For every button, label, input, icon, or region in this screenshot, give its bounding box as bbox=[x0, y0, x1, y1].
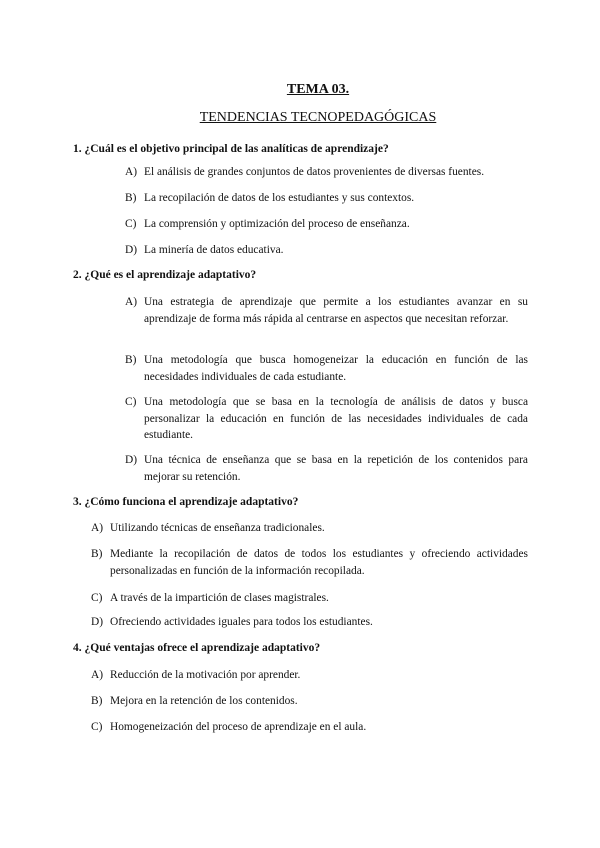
option-text: La recopilación de datos de los estudiantes y sus contextos. bbox=[144, 192, 415, 204]
option-letter: B) bbox=[125, 354, 137, 366]
document-subtitle: TENDENCIAS TECNOPEDAGÓGICAS bbox=[199, 110, 437, 125]
option-letter: C) bbox=[125, 218, 137, 230]
option-letter: C) bbox=[91, 721, 103, 733]
option-text: A través de la impartición de clases magistrales. bbox=[110, 592, 329, 604]
question-4: 4. ¿Qué ventajas ofrece el aprendizaje adaptativo? bbox=[73, 642, 321, 654]
option-text: Utilizando técnicas de enseñanza tradicionales. bbox=[110, 522, 325, 534]
question-2-option-d bbox=[125, 452, 528, 485]
option-letter: A) bbox=[125, 166, 138, 178]
option-letter: C) bbox=[125, 396, 137, 408]
option-letter: A) bbox=[91, 522, 104, 534]
question-1-option-a bbox=[125, 164, 528, 181]
document-title: TEMA 03. bbox=[286, 82, 350, 97]
option-letter: D) bbox=[125, 454, 138, 466]
option-letter: B) bbox=[91, 695, 103, 707]
option-letter: C) bbox=[91, 592, 103, 604]
option-text: La minería de datos educativa. bbox=[144, 244, 284, 256]
question-4-option-a bbox=[91, 667, 528, 684]
question-1-option-c bbox=[125, 216, 528, 233]
question-4-option-c bbox=[91, 719, 528, 736]
question-2: 2. ¿Qué es el aprendizaje adaptativo? bbox=[73, 269, 257, 281]
question-3-option-d bbox=[91, 614, 528, 631]
option-text: Una metodología que busca homogeneizar la educación en función de las necesidades individuales de cada estudiante. bbox=[144, 354, 528, 383]
option-letter: D) bbox=[91, 616, 104, 628]
option-letter: D) bbox=[125, 244, 138, 256]
question-3-option-b bbox=[91, 546, 528, 579]
question-1: 1. ¿Cuál es el objetivo principal de las analíticas de aprendizaje? bbox=[73, 143, 389, 155]
option-text: Una estrategia de aprendizaje que permite a los estudiantes avanzar en su aprendizaje de forma más rápida al centrarse en aspectos que necesitan reforzar. bbox=[144, 296, 528, 325]
question-3-option-a bbox=[91, 520, 528, 537]
option-text: El análisis de grandes conjuntos de datos provenientes de diversas fuentes. bbox=[144, 166, 485, 178]
option-letter: B) bbox=[91, 548, 103, 560]
question-2-option-c bbox=[125, 394, 528, 444]
question-2-option-b bbox=[125, 352, 528, 385]
question-3: 3. ¿Cómo funciona el aprendizaje adaptativo? bbox=[73, 496, 299, 508]
option-text: La comprensión y optimización del proceso de enseñanza. bbox=[144, 218, 410, 230]
option-text: Homogeneización del proceso de aprendizaje en el aula. bbox=[110, 721, 367, 733]
option-text: Reducción de la motivación por aprender. bbox=[110, 669, 301, 681]
option-letter: A) bbox=[125, 296, 138, 308]
option-text: Una técnica de enseñanza que se basa en la repetición de los contenidos para mejorar su retención. bbox=[144, 454, 528, 483]
question-2-option-a bbox=[125, 294, 528, 327]
option-text: Mejora en la retención de los contenidos. bbox=[110, 695, 298, 707]
option-letter: B) bbox=[125, 192, 137, 204]
option-text: Ofreciendo actividades iguales para todos los estudiantes. bbox=[110, 616, 373, 628]
question-1-option-d bbox=[125, 242, 528, 259]
question-4-option-b bbox=[91, 693, 528, 710]
question-1-option-b bbox=[125, 190, 528, 207]
option-text: Una metodología que se basa en la tecnología de análisis de datos y busca personalizar la educación en función de las necesidades individuales de cada estudiante. bbox=[144, 396, 528, 441]
option-letter: A) bbox=[91, 669, 104, 681]
option-text: Mediante la recopilación de datos de todos los estudiantes y ofreciendo actividades personalizadas en función de la información recopilada. bbox=[110, 548, 528, 577]
question-3-option-c bbox=[91, 590, 528, 607]
